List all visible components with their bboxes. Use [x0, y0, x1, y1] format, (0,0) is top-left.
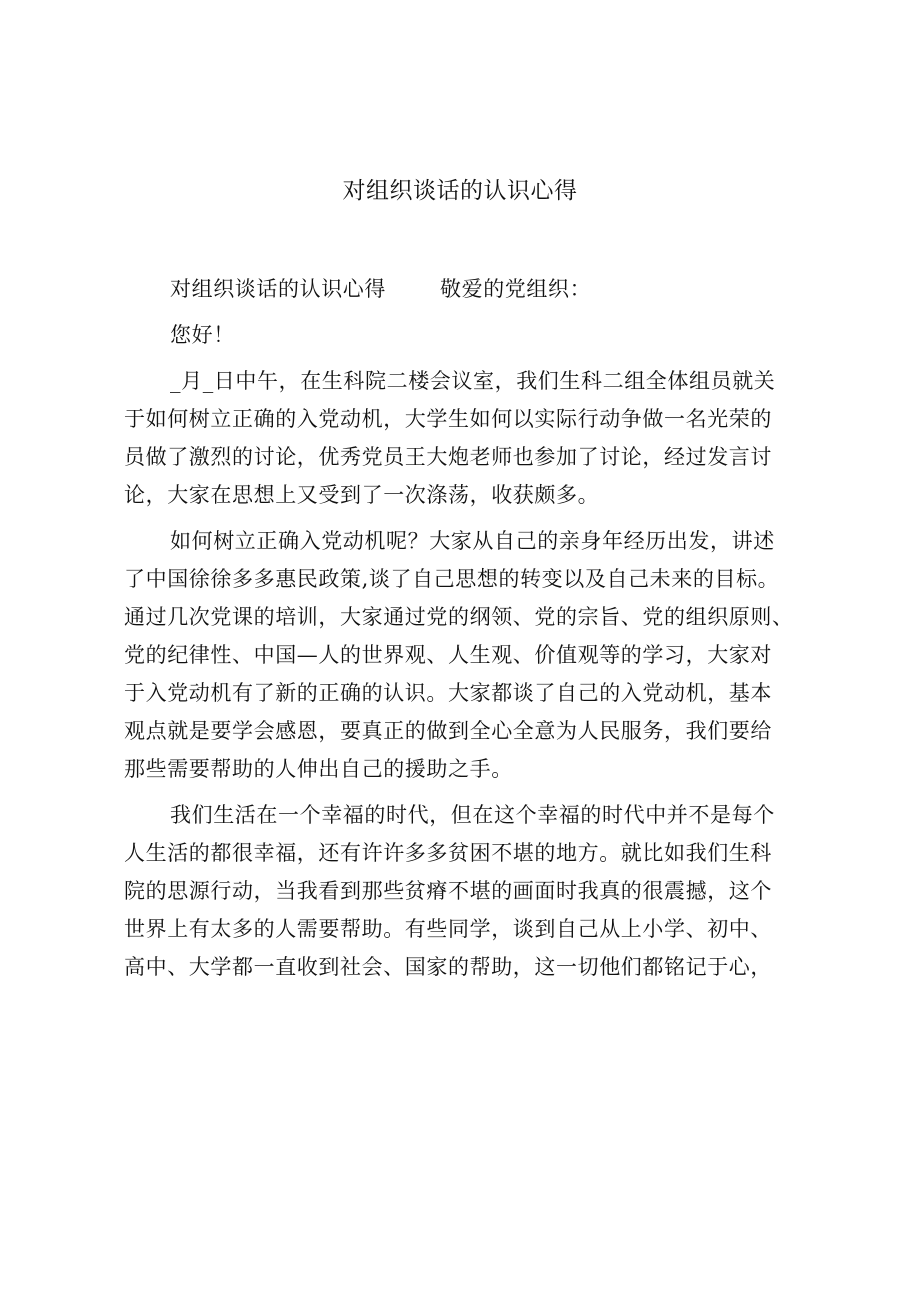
document-body: [124, 270, 814, 994]
paragraph-line: 人生活的都很幸福，还有许许多多贫困不堪的地方。就比如我们生科: [124, 841, 772, 865]
paragraph-line: 了中国徐徐多多惠民政策,谈了自己思想的转变以及自己未来的目标。: [124, 567, 780, 591]
opening-row: [124, 270, 814, 308]
paragraph-line: 那些需要帮助的人伸出自己的援助之手。: [124, 757, 513, 781]
paragraph-2: [124, 522, 814, 788]
paragraph-line: 如何树立正确入党动机呢？大家从自己的亲身年经历出发，讲述: [170, 529, 775, 553]
paragraph-line: 世界上有太多的人需要帮助。有些同学，谈到自己从上小学、初中、: [124, 917, 772, 941]
paragraph-line: 党的纪律性、中国—人的世界观、人生观、价值观等的学习，大家对: [124, 643, 772, 667]
paragraph-line: 我们生活在一个幸福的时代，但在这个幸福的时代中并不是每个: [170, 803, 775, 827]
greeting-paragraph: [124, 316, 814, 354]
document-title: 对组织谈话的认识心得: [342, 178, 578, 204]
paragraph-1: [124, 362, 814, 514]
opening-subtitle: 对组织谈话的认识心得: [170, 277, 386, 301]
salutation: 敬爱的党组织：: [440, 277, 592, 301]
paragraph-line: 院的思源行动，当我看到那些贫瘠不堪的画面时我真的很震撼，这个: [124, 879, 772, 903]
greeting: 您好！: [170, 323, 235, 347]
paragraph-3: [124, 796, 814, 986]
paragraph-line: 通过几次党课的培训，大家通过党的纲领、党的宗旨、党的组织原则、: [124, 605, 794, 629]
paragraph-line: 高中、大学都一直收到社会、国家的帮助，这一切他们都铭记于心，: [124, 955, 772, 979]
paragraph-line: 于入党动机有了新的正确的认识。大家都谈了自己的入党动机，基本: [124, 681, 772, 705]
paragraph-line: 论，大家在思想上又受到了一次涤荡，收获颇多。: [124, 483, 600, 507]
paragraph-line: 员做了激烈的讨论，优秀党员王大炮老师也参加了讨论，经过发言讨: [124, 445, 772, 469]
paragraph-line: _月_日中午，在生科院二楼会议室，我们生科二组全体组员就关: [170, 369, 776, 393]
paragraph-line: 观点就是要学会感恩，要真正的做到全心全意为人民服务，我们要给: [124, 719, 772, 743]
paragraph-line: 于如何树立正确的入党动机，大学生如何以实际行动争做一名光荣的: [124, 407, 772, 431]
opening-line: [124, 270, 814, 308]
